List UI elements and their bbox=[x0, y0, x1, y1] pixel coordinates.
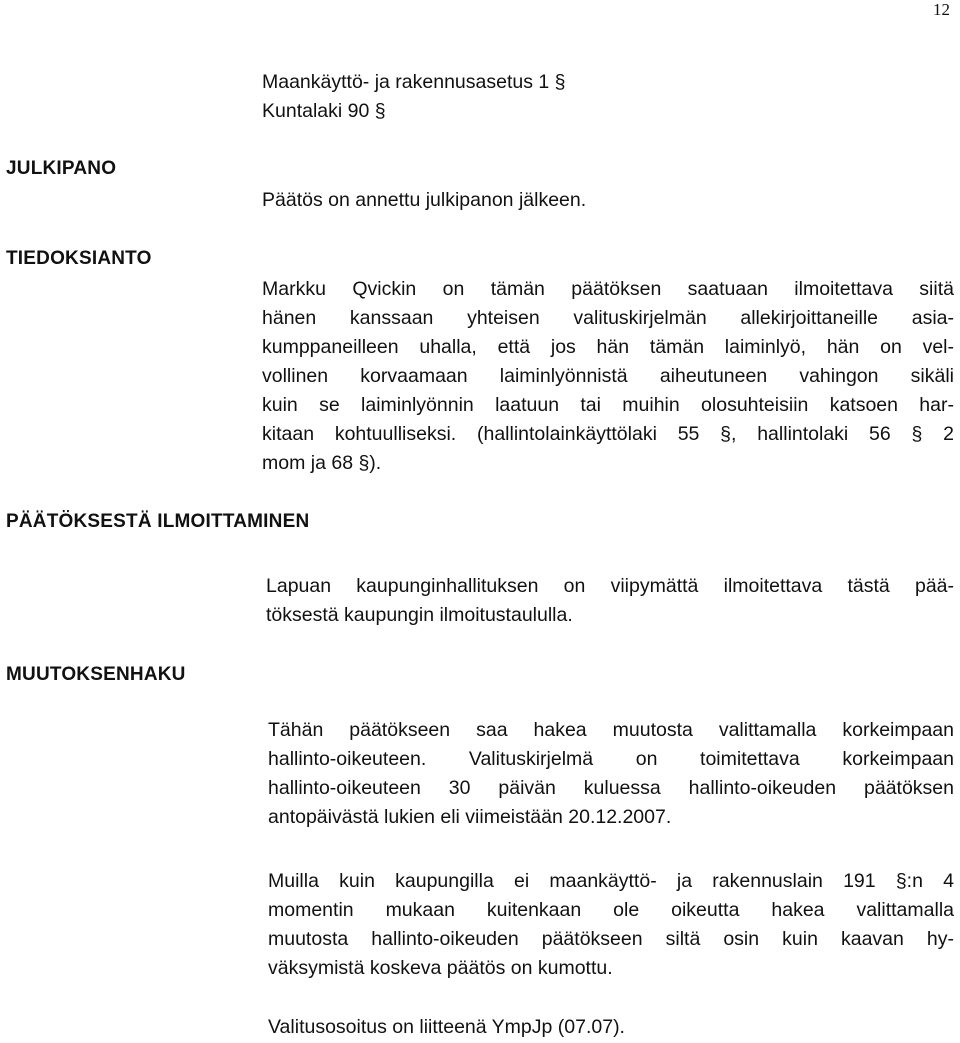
reference-line-2: Kuntalaki 90 § bbox=[262, 100, 386, 122]
muutoksenhaku-p1-line-1: Tähän päätökseen saa hakea muutosta valittamalla korkeimpaan bbox=[268, 719, 954, 741]
muutoksenhaku-paragraph-1 bbox=[268, 716, 954, 832]
heading-muutoksenhaku: MUUTOKSENHAKU bbox=[6, 664, 186, 685]
tiedoksianto-line-2: hänen kanssaan yhteisen valituskirjelmän allekirjoittaneille asia- bbox=[262, 307, 954, 329]
page-number: 12 bbox=[933, 0, 950, 19]
tiedoksianto-line-3: kumppaneilleen uhalla, että jos hän tämän laiminlyö, hän on vel- bbox=[262, 336, 954, 358]
tiedoksianto-line-6: kitaan kohtuulliseksi. (hallintolainkäyttölaki 55 §, hallintolaki 56 § 2 bbox=[262, 423, 954, 445]
legal-references bbox=[262, 68, 862, 126]
tiedoksianto-line-1: Markku Qvickin on tämän päätöksen saatuaan ilmoitettava siitä bbox=[262, 278, 954, 300]
muutoksenhaku-p2-line-4: väksymistä koskeva päätös on kumottu. bbox=[268, 957, 613, 979]
muutoksenhaku-p2-line-3: muutosta hallinto-oikeuden päätökseen siltä osin kuin kaavan hy- bbox=[268, 928, 954, 950]
muutoksenhaku-p3-line-1: Valitusosoitus on liitteenä YmpJp (07.07). bbox=[268, 1016, 625, 1038]
muutoksenhaku-p2-line-1: Muilla kuin kaupungilla ei maankäyttö- ja rakennuslain 191 §:n 4 bbox=[268, 870, 954, 892]
muutoksenhaku-p1-line-2: hallinto-oikeuteen. Valituskirjelmä on toimitettava korkeimpaan bbox=[268, 748, 954, 770]
muutoksenhaku-paragraph-2 bbox=[268, 867, 954, 983]
tiedoksianto-line-4: vollinen korvaamaan laiminlyönnistä aiheutuneen vahingon sikäli bbox=[262, 365, 954, 387]
julkipano-text bbox=[262, 186, 942, 215]
muutoksenhaku-paragraph-3 bbox=[268, 1013, 954, 1042]
heading-paatoksesta-ilmoittaminen: PÄÄTÖKSESTÄ ILMOITTAMINEN bbox=[6, 511, 310, 532]
reference-line-1: Maankäyttö- ja rakennusasetus 1 § bbox=[262, 71, 566, 93]
heading-julkipano: JULKIPANO bbox=[6, 158, 117, 179]
tiedoksianto-line-5: kuin se laiminlyönnin laatuun tai muihin olosuhteisiin katsoen har- bbox=[262, 394, 954, 416]
muutoksenhaku-p1-line-4: antopäivästä lukien eli viimeistään 20.12.2007. bbox=[268, 806, 672, 828]
tiedoksianto-text bbox=[262, 275, 954, 478]
heading-tiedoksianto: TIEDOKSIANTO bbox=[6, 248, 152, 269]
tiedoksianto-line-7: mom ja 68 §). bbox=[262, 452, 382, 474]
muutoksenhaku-p1-line-3: hallinto-oikeuteen 30 päivän kuluessa hallinto-oikeuden päätöksen bbox=[268, 777, 954, 799]
muutoksenhaku-p2-line-2: momentin mukaan kuitenkaan ole oikeutta hakea valittamalla bbox=[268, 899, 954, 921]
julkipano-line: Päätös on annettu julkipanon jälkeen. bbox=[262, 189, 587, 211]
paatoksesta-text bbox=[266, 572, 954, 630]
paatoksesta-line-2: töksestä kaupungin ilmoitustaululla. bbox=[266, 604, 573, 626]
paatoksesta-line-1: Lapuan kaupunginhallituksen on viipymättä ilmoitettava tästä pää- bbox=[266, 575, 954, 597]
